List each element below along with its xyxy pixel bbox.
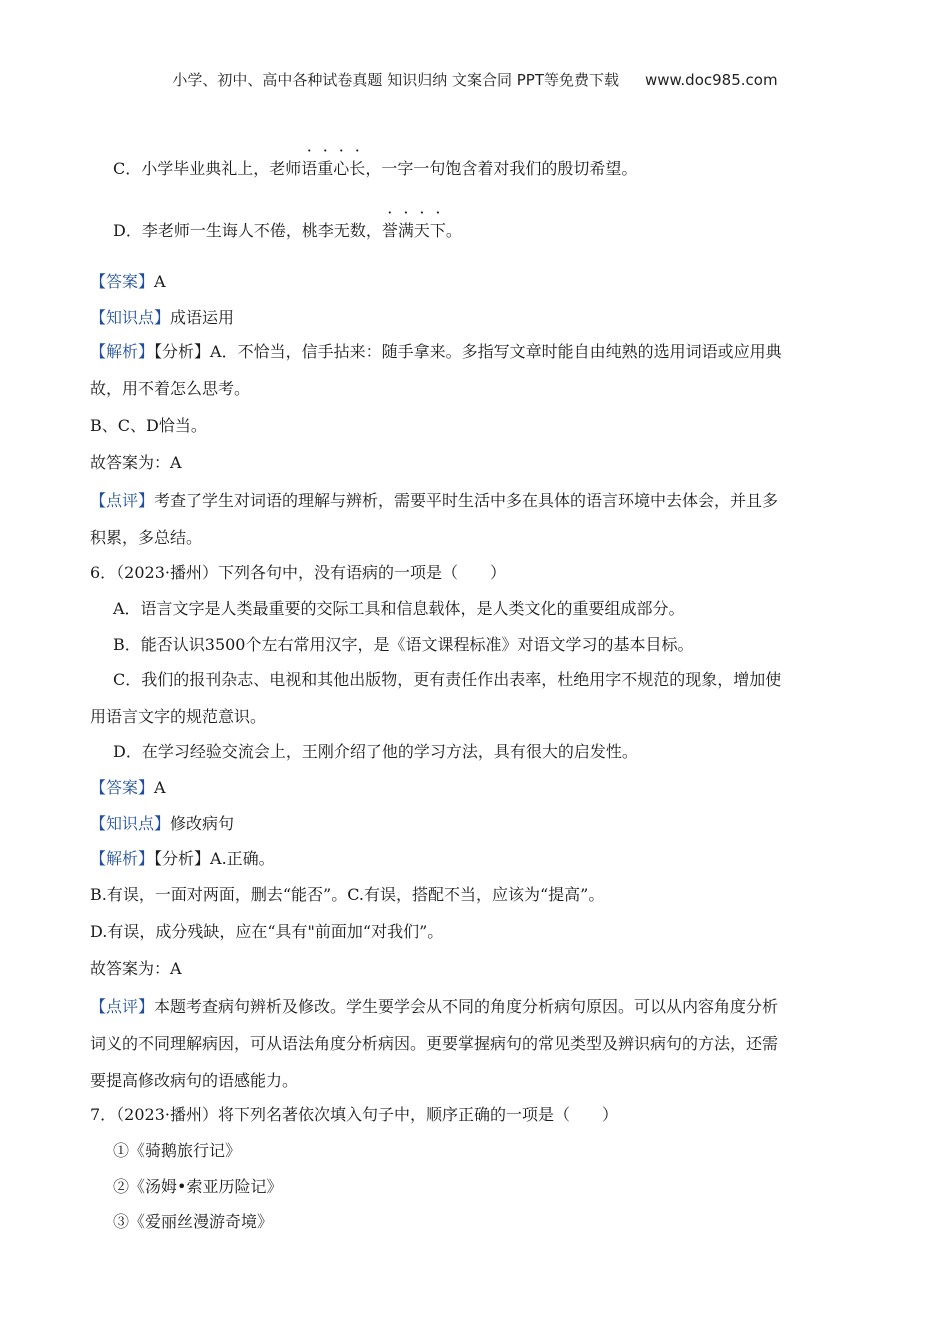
q6-option-a: A．语言文字是人类最重要的交际工具和信息载体，是人类文化的重要组成部分。 <box>113 599 685 618</box>
answer-tag: 【答案】 <box>90 272 155 291</box>
q6-review-line3: 要提高修改病句的语感能力。 <box>90 1071 299 1090</box>
q7-item-2: ②《汤姆•索亚历险记》 <box>113 1177 283 1196</box>
answer-tag: 【答案】 <box>90 778 155 797</box>
header-text: 小学、初中、高中各种试卷真题 知识归纳 文案合同 PPT等免费下载 <box>172 71 619 89</box>
analysis-tag: 【解析】 <box>90 342 155 361</box>
review-tag: 【点评】 <box>90 491 155 510</box>
q7-item-3: ③《爱丽丝漫游奇境》 <box>113 1212 274 1231</box>
q6-option-c: C．我们的报刊杂志、电视和其他出版物，更有责任作出表率，杜绝用字不规范的现象，增加使 <box>113 670 782 689</box>
fenxi-tag: 【分析】 <box>154 342 211 361</box>
q5-review-line2: 积累，多总结。 <box>90 528 203 547</box>
q6-knowledge-point: 【知识点】修改病句 <box>90 814 235 833</box>
emphasis-dots: 誉满天下 <box>381 221 446 240</box>
q6-answer: 【答案】A <box>90 778 166 797</box>
q5-option-d: D．李老师一生诲人不倦，桃李无数，誉满天下。 <box>113 221 462 240</box>
review-tag: 【点评】 <box>90 997 155 1016</box>
page-header <box>0 69 950 90</box>
q5-knowledge-point: 【知识点】成语运用 <box>90 308 235 327</box>
q7-stem: 7．（2023·播州）将下列名著依次填入句子中，顺序正确的一项是（ ） <box>90 1105 618 1124</box>
q6-analysis-line4: 故答案为：A <box>90 959 182 978</box>
q6-analysis-line3: D.有误，成分残缺，应在“具有"前面加“对我们”。 <box>90 922 444 941</box>
q6-analysis-line2: B.有误，一面对两面，删去“能否”。C.有误，搭配不当，应该为“提高”。 <box>90 885 605 904</box>
q5-analysis: 【解析】【分析】A．不恰当，信手拈来：随手拿来。多指写文章时能自由纯熟的选用词语或应用典 <box>90 342 782 361</box>
q6-analysis: 【解析】【分析】A.正确。 <box>90 849 275 868</box>
q6-option-c-line2: 用语言文字的规范意识。 <box>90 707 267 726</box>
q6-review-line2: 词义的不同理解病因，可从语法角度分析病因。更要掌握病句的常见类型及辨识病句的方法，还需 <box>90 1034 779 1053</box>
knowledge-tag: 【知识点】 <box>90 308 171 327</box>
q7-item-1: ①《骑鹅旅行记》 <box>113 1141 242 1160</box>
q5-option-c: C．小学毕业典礼上，老师语重心长，一字一句饱含着对我们的殷切希望。 <box>113 159 638 178</box>
q6-option-d: D．在学习经验交流会上，王刚介绍了他的学习方法，具有很大的启发性。 <box>113 742 638 761</box>
q6-option-b: B．能否认识3500个左右常用汉字，是《语文课程标准》对语文学习的基本目标。 <box>113 635 694 654</box>
header-site: www.doc985.com <box>644 71 778 89</box>
q6-stem: 6．（2023·播州）下列各句中，没有语病的一项是（ ） <box>90 563 506 582</box>
q5-analysis-line3: B、C、D恰当。 <box>90 416 207 435</box>
fenxi-tag: 【分析】 <box>154 849 211 868</box>
q5-analysis-line4: 故答案为：A <box>90 453 182 472</box>
q5-answer: 【答案】A <box>90 272 166 291</box>
emphasis-dots: 语重心长 <box>301 159 366 178</box>
q6-review: 【点评】本题考查病句辨析及修改。学生要学会从不同的角度分析病句原因。可以从内容角度分析 <box>90 997 779 1016</box>
analysis-tag: 【解析】 <box>90 849 155 868</box>
knowledge-tag: 【知识点】 <box>90 814 171 833</box>
q5-review: 【点评】考查了学生对词语的理解与辨析，需要平时生活中多在具体的语言环境中去体会，并且多 <box>90 491 779 510</box>
q5-analysis-line2: 故，用不着怎么思考。 <box>90 379 251 398</box>
